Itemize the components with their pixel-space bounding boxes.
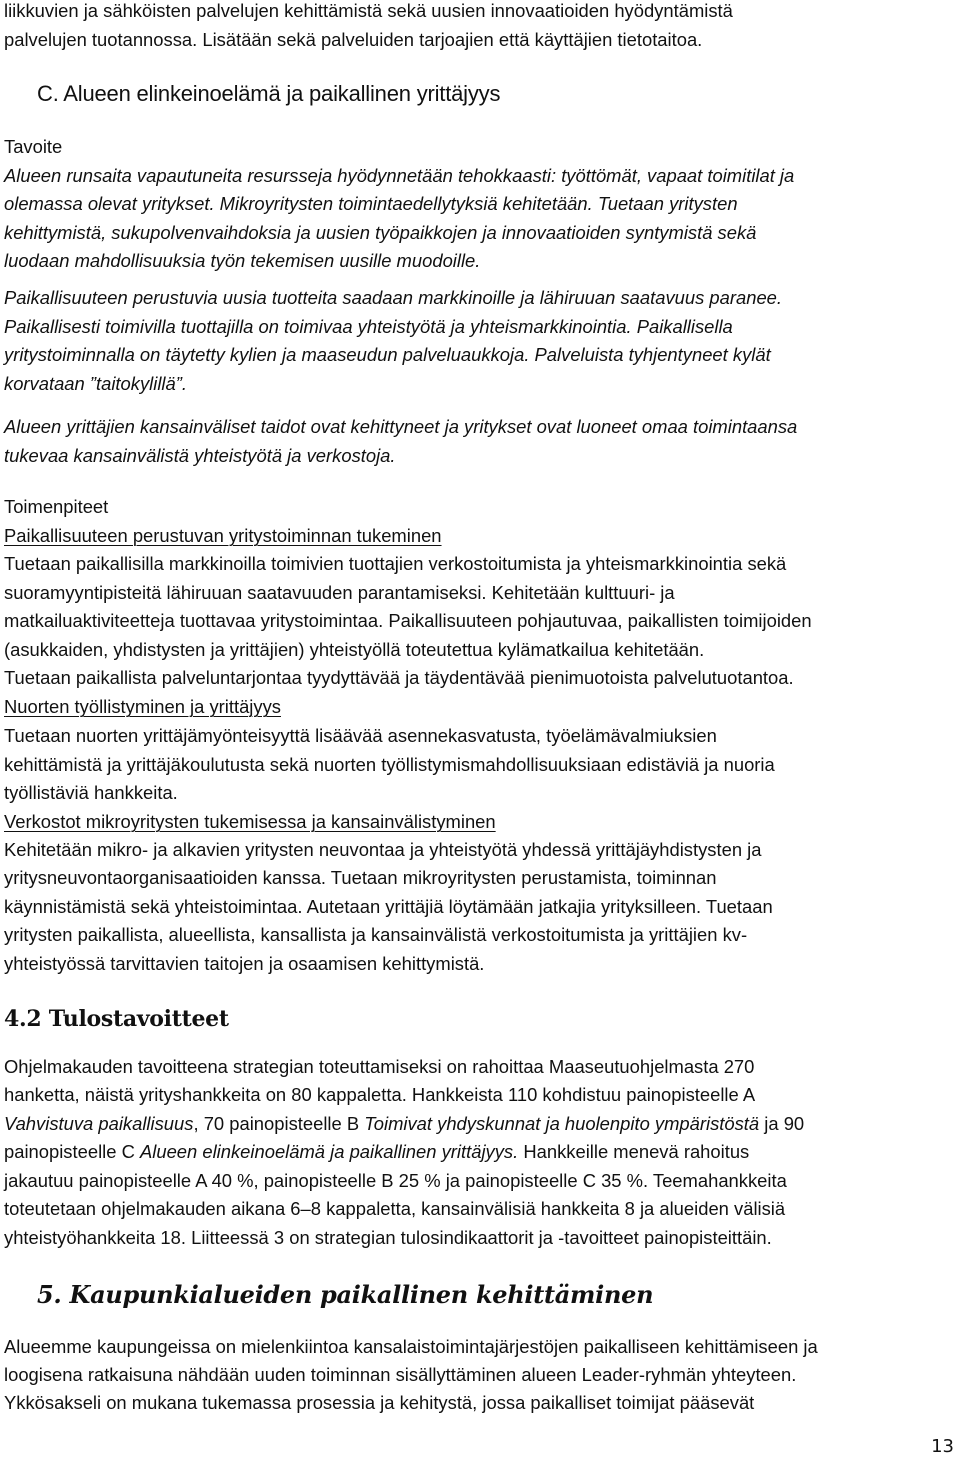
goal-line: Paikallisuuteen perustuvia uusia tuotteita saadaan markkinoille ja lähiruuan saatavuus paranee. (4, 287, 783, 308)
body-line: yhteistyöhankkeita 18. Liitteessä 3 on strategian tulosindikaattorit ja -tavoitteet painopisteittäin. (4, 1227, 772, 1248)
goal-line: Paikallisesti toimivilla tuottajilla on toimivaa yhteistyötä ja yhteismarkkinointia. Paikallisella (4, 316, 733, 337)
tavoite-label: Tavoite (4, 136, 63, 157)
section-c-heading: C. Alueen elinkeinoelämä ja paikallinen yrittäjyys (37, 81, 501, 106)
body-line: Kehitetään mikro- ja alkavien yritysten neuvontaa ja yhteistyötä yhdessä yrittäjäyhdistysten ja (4, 839, 762, 860)
body-line: yritysten paikallista, alueellista, kansallista ja kansainvälistä verkostoitumista ja yrittäjien kv- (4, 924, 748, 945)
goal-line: Alueen yrittäjien kansainväliset taidot ovat kehittyneet ja yritykset ovat luoneet omaa toimintaansa (4, 416, 798, 437)
goal-line: Alueen runsaita vapautuneita resursseja hyödynnetään tehokkaasti: työttömät, vapaat toimitilat ja (4, 165, 795, 186)
intro-line: liikkuvien ja sähköisten palvelujen kehittämistä sekä uusien innovaatioiden hyödyntämistä (4, 0, 733, 21)
body-line: suoramyyntipisteitä lähiruuan saatavuuden parantamiseksi. Kehitetään kulttuuri- ja (4, 582, 675, 603)
body-line: kehittämistä ja yrittäjäkoulutusta sekä nuorten työllistymismahdollisuuksiaan edistäviä ja nuoria (4, 754, 775, 775)
body-line: Tuetaan paikallisilla markkinoilla toimivien tuottajien verkostoitumista ja yhteismarkkinointia sekä (4, 553, 787, 574)
goal-line: korvataan ”taitokylillä”. (4, 373, 187, 394)
section-4-2-heading: 4.2 Tulostavoitteet (4, 1006, 229, 1032)
intro-line: palvelujen tuotannossa. Lisätään sekä palveluiden tarjoajien että käyttäjien tietotaitoa. (4, 29, 703, 50)
goal-line: luodaan mahdollisuuksia työn tekemisen uusille muodoille. (4, 250, 481, 271)
body-line-mixed (4, 1141, 749, 1163)
plain-text: , 70 painopisteelle B (193, 1113, 365, 1134)
goal-line: yritystoiminnalla on täytetty kylien ja maaseudun palveluaukkoja. Palveluista tyhjentyneet kylät (4, 344, 771, 365)
body-line: yhteistyössä tarvittavien taitojen ja osaamisen kehittymistä. (4, 953, 485, 974)
body-line: Ykkösakseli on mukana tukemassa prosessia ja kehitystä, jossa paikalliset toimijat pääsevät (4, 1392, 755, 1413)
goal-line: olemassa olevat yritykset. Mikroyritysten toimintaedellytyksiä kehitetään. Tuetaan yritysten (4, 193, 738, 214)
body-line: Tuetaan paikallista palveluntarjontaa tyydyttävää ja täydentävää pienimuotoista palvelutuotantoa. (4, 667, 794, 688)
body-line: työllistäviä hankkeita. (4, 782, 178, 803)
body-line: Tuetaan nuorten yrittäjämyönteisyyttä lisäävää asennekasvatusta, työelämävalmiuksien (4, 725, 717, 746)
subsection-title: Verkostot mikroyritysten tukemisessa ja kansainvälistyminen (4, 811, 496, 832)
body-line: Ohjelmakauden tavoitteena strategian toteuttamiseksi on rahoittaa Maaseutuohjelmasta 270 (4, 1056, 755, 1077)
body-line: Alueemme kaupungeissa on mielenkiintoa kansalaistoimintajärjestöjen paikalliseen kehittämiseen ja (4, 1336, 818, 1357)
body-line-mixed (4, 1113, 804, 1135)
body-line: jakautuu painopisteelle A 40 %, painopisteelle B 25 % ja painopisteelle C 35 %. Teemahankkeita (4, 1170, 787, 1191)
toimenpiteet-label: Toimenpiteet (4, 496, 109, 517)
body-line: käynnistämistä sekä yhteistoimintaa. Autetaan yrittäjiä löytämään jatkajia yrityksilleen. Tuetaan (4, 896, 773, 917)
body-line: (asukkaiden, yhdistysten ja yrittäjien) yhteistyöllä toteutettua kylämatkailua kehitetään. (4, 639, 705, 660)
body-line: loogisena ratkaisuna nähdään uuden toiminnan sisällyttäminen alueen Leader-ryhmän yhteyteen. (4, 1364, 797, 1385)
body-line: yritysneuvontaorganisaatioiden kanssa. Tuetaan mikroyritysten perustamista, toiminnan (4, 867, 717, 888)
goal-line: kehittymistä, sukupolvenvaihdoksia ja uusien työpaikkojen ja innovaatioiden syntymistä sekä (4, 222, 757, 243)
goal-line: tukevaa kansainvälistä yhteistyötä ja verkostoja. (4, 445, 396, 466)
body-line: toteutetaan ohjelmakauden aikana 6–8 kappaletta, kansainvälisiä hankkeita 8 ja alueiden välisiä (4, 1198, 786, 1219)
emphasis-text: Alueen elinkeinoelämä ja paikallinen yrittäjyys. (139, 1141, 519, 1162)
body-line: hanketta, näistä yrityshankkeita on 80 kappaletta. Hankkeista 110 kohdistuu painopisteelle A (4, 1084, 756, 1105)
section-5-heading: 5. Kaupunkialueiden paikallinen kehittäminen (37, 1280, 654, 1309)
subsection-title: Nuorten työllistyminen ja yrittäjyys (4, 696, 281, 717)
body-line: matkailuaktiviteetteja tuottavaa yritystoimintaa. Paikallisuuteen pohjautuvaa, paikallisten toimijoiden (4, 610, 812, 631)
plain-text: painopisteelle C (4, 1141, 140, 1162)
page-number: 13 (931, 1436, 954, 1457)
emphasis-text: Toimivat yhdyskunnat ja huolenpito ympäristöstä (364, 1113, 760, 1134)
plain-text: Hankkeille menevä rahoitus (518, 1141, 750, 1162)
emphasis-text: Vahvistuva paikallisuus (4, 1113, 194, 1134)
subsection-title: Paikallisuuteen perustuvan yritystoiminnan tukeminen (4, 525, 442, 546)
plain-text: ja 90 (759, 1113, 805, 1134)
